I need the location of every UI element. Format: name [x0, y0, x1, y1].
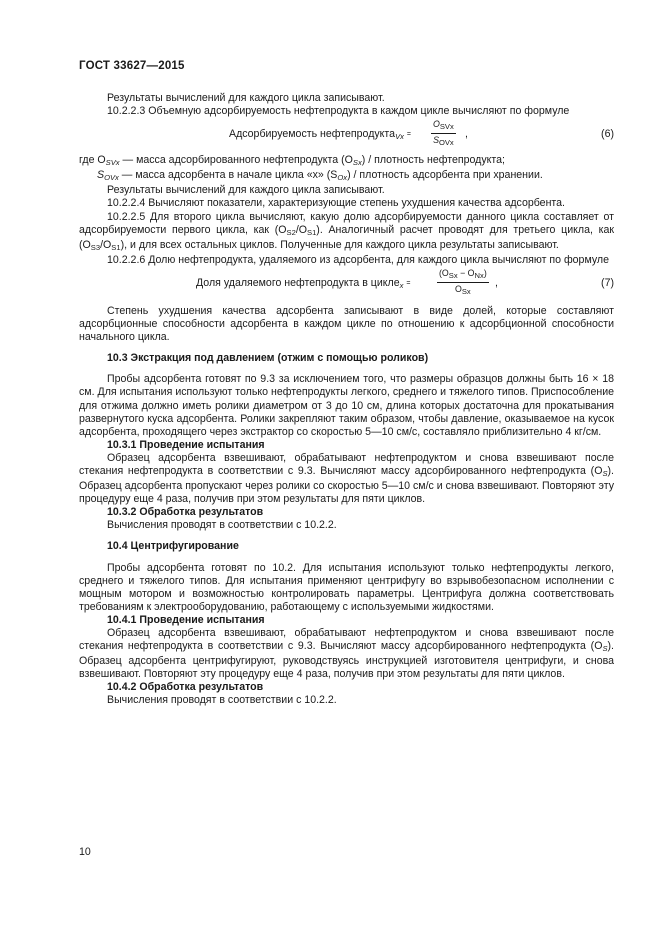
definition-item: где $O_{SVx}$ — масса адсорбированного нефтепродукта $(O_{Sx})$ / плотность нефтепродукта;	[79, 154, 505, 168]
paragraph: Пробы адсорбента готовят по 10.2. Для испытания используют только нефтепродукты легкого, среднего и тяжелого типов. Для испытания применяют центрифугу во взрывобезопасном исполнении с мощным мотором и возможностью контролировать параметры. Центрифуга должна соответствовать требованиям к электрооборудованию, работающему с используемыми жидкостями.	[79, 561, 614, 613]
paragraph: 10.2.2.5 Для второго цикла вычисляют, какую долю адсорбируемости данного цикла составляет от адсорбируемости первого цикла, как $(O_{S2}/O_{S1})$. Аналогичный расчет проводят для третьего цикла, как $(O_{S3}/O_{S1})$, и для всех остальных циклов. Полученные для каждого цикла результаты записывают.	[79, 210, 615, 252]
subsection-heading: 10.3.1 Проведение испытания	[107, 438, 265, 451]
subsection-heading: 10.3.2 Обработка результатов	[107, 506, 264, 519]
page-content	[79, 92, 614, 708]
definition-item: $S_{OVx}$ — масса адсорбента в начале цикла «x» $(S_{Ox})$ / плотность адсорбента при хранении.	[97, 169, 543, 183]
subsection-heading: 10.4.1 Проведение испытания	[107, 613, 265, 626]
paragraph: Вычисления проводят в соответствии с 10.2.2.	[107, 519, 337, 532]
section-heading: 10.4 Центрифугирование	[107, 540, 239, 553]
paragraph: 10.2.2.6 Долю нефтепродукта, удаляемого из адсорбента, для каждого цикла вычисляют по формуле	[107, 253, 609, 266]
paragraph: Образец адсорбента взвешивают, обрабатывают нефтепродуктом и снова взвешивают после стекания нефтепродукта в соответствии с 9.3. Вычисляют массу адсорбированного нефтепродукта $(O_S)$. Образец адсорбента центрифугируют, руководствуясь инструкцией изготовителя центрифуги, и снова взвешивают. Повторяют эту процедуру еще 4 раза, получив при этом результаты для пяти циклов.	[79, 627, 614, 681]
paragraph: Степень ухудшения качества адсорбента записывают в виде долей, которые составляют адсорбционные способности адсорбента в каждом цикле по отношению к адсорбционной способности начального цикла.	[79, 304, 614, 344]
formula-6-numerator: OSVx	[431, 118, 456, 134]
formula-6-label-text: Адсорбируемость нефтепродукта	[229, 128, 396, 141]
formula-6-lhs-subscript: Vx	[395, 132, 404, 142]
formula-6-fraction	[431, 118, 456, 149]
paragraph: Результаты вычислений для каждого цикла записывают.	[107, 184, 385, 197]
formula-7-denominator: OSx	[455, 283, 471, 296]
formula-6: Адсорбируемость нефтепродукта$_{Vx}$ = OSVx SOVx , (6)	[229, 119, 614, 148]
formula-7-numerator: (OSx − ONx)	[437, 267, 489, 283]
paragraph: Вычисления проводят в соответствии с 10.2.2.	[107, 694, 337, 707]
standard-header: ГОСТ 33627—2015	[79, 60, 185, 72]
formula-7-label-text: Доля удаляемого нефтепродукта в цикле	[196, 276, 400, 289]
formula-definitions	[79, 154, 614, 184]
paragraph: 10.2.2.3 Объемную адсорбируемость нефтепродукта в каждом цикле вычисляют по формуле	[107, 105, 570, 118]
formula-6-label: Адсорбируемость нефтепродукта$_{Vx}$ =	[229, 128, 411, 142]
page-number: 10	[79, 846, 91, 858]
formula-7-fraction	[437, 267, 489, 298]
paragraph: Образец адсорбента взвешивают, обрабатывают нефтепродуктом и снова взвешивают после стекания нефтепродукта в соответствии с 9.3. Вычисляют массу адсорбированного нефтепродукта $(O_S)$. Образец адсорбента пропускают через ролики со скоростью 5—10 см/с и снова взвешивают. Повторяют эту процедуру еще 4 раза, получив при этом результаты для пяти циклов.	[79, 451, 614, 506]
subsection-heading: 10.4.2 Обработка результатов	[107, 681, 264, 694]
formula-7-label: Доля удаляемого нефтепродукта в цикле$_x$ =	[196, 276, 411, 290]
formula-7: Доля удаляемого нефтепродукта в цикле$_x$ = (OSx − ONx) OSx , (7)	[196, 267, 614, 296]
formula-7-lhs-subscript: x	[399, 280, 404, 290]
paragraph: Пробы адсорбента готовят по 9.3 за исключением того, что размеры образцов должны быть 16 × 18 см. Для испытания используют только нефтепродукты легкого, среднего и тяжелого типов. Приспособление для отжима должно иметь ролики диаметром от 3 до 10 см, длина которых достаточна для прокатывания развернутого куска адсорбента. Ролики закрепляют таким образом, чтобы давление, оказываемое на кусок адсорбента, проходящего через экстрактор со скоростью 5—10 см/с, составляло приблизительно 4 кг/см.	[79, 373, 614, 438]
formula-6-number: (6)	[601, 128, 614, 141]
formula-6-denominator: SOVx	[433, 135, 454, 148]
paragraph: Результаты вычислений для каждого цикла записывают.	[107, 92, 385, 104]
paragraph: 10.2.2.4 Вычисляют показатели, характеризующие степень ухудшения качества адсорбента.	[107, 197, 565, 210]
section-heading: 10.3 Экстракция под давлением (отжим с помощью роликов)	[107, 352, 429, 365]
formula-7-number: (7)	[601, 276, 614, 289]
